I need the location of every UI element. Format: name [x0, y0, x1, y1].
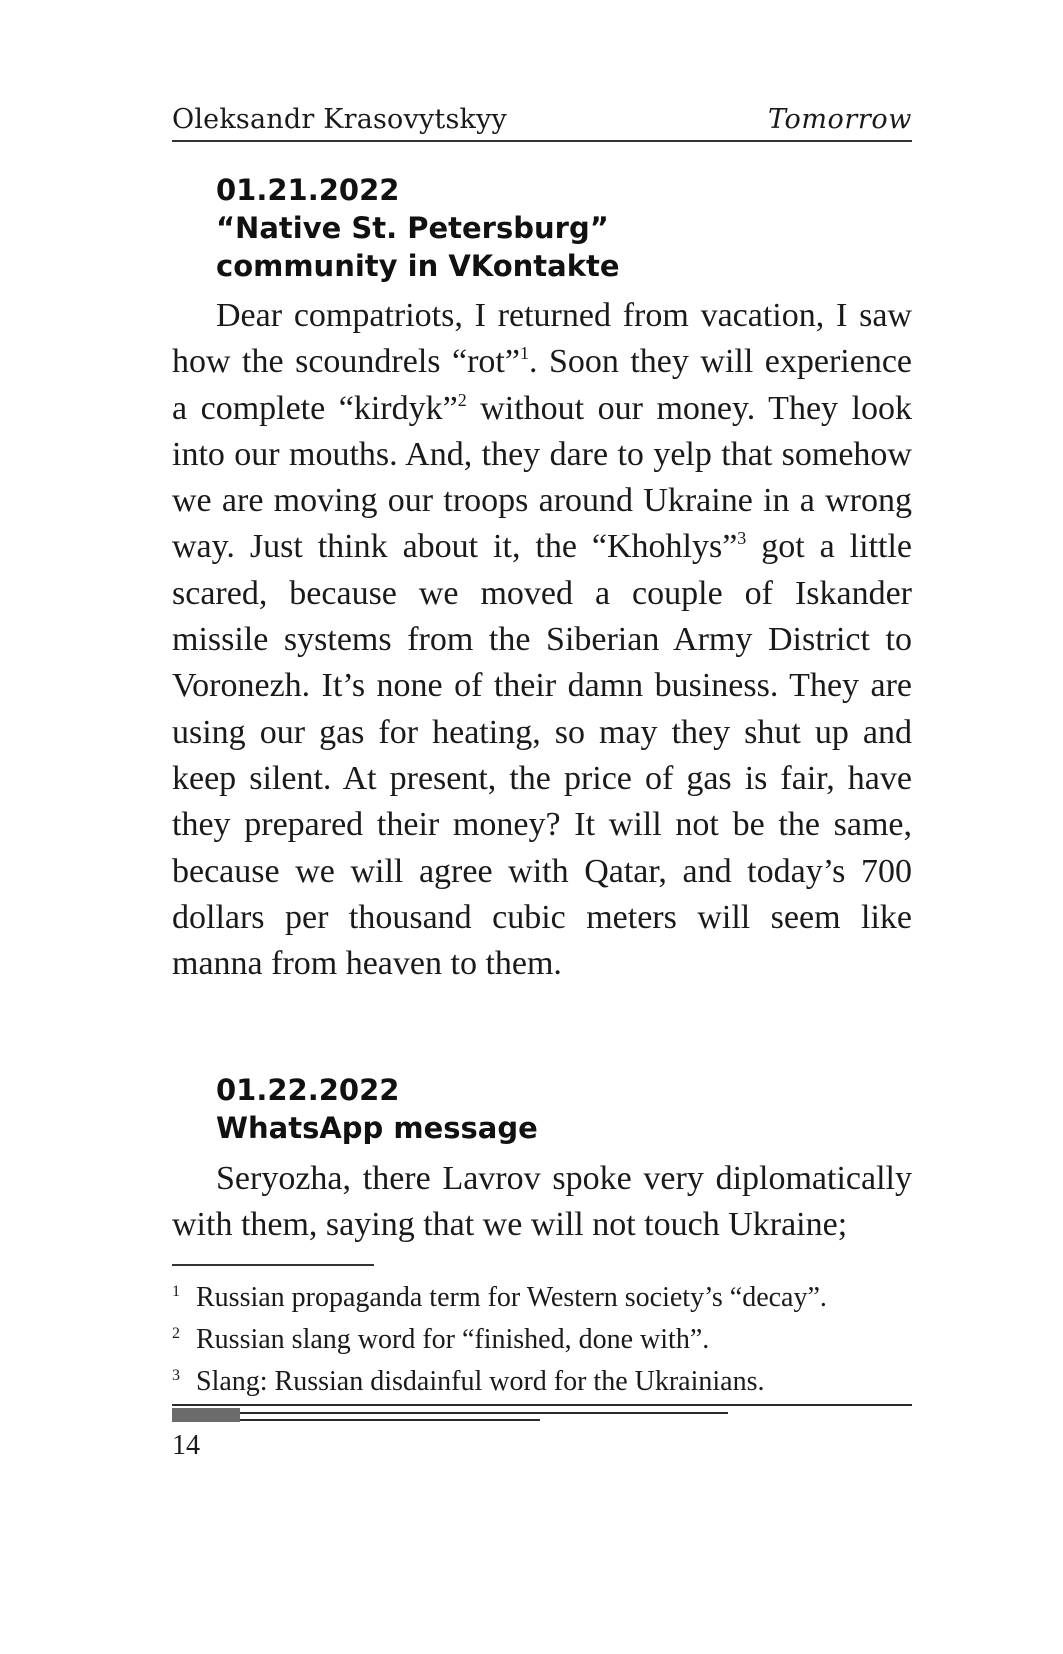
entry-heading	[216, 1071, 538, 1147]
footnote-text: Russian propaganda term for Western society’s “decay”.	[196, 1282, 827, 1313]
footer-rule-top	[172, 1404, 912, 1406]
footnote-item	[172, 1274, 912, 1316]
footer-block	[172, 1408, 240, 1422]
body-text: got a little scared, because we moved a couple of Iskander missile systems from the Siberian Army District to Voronezh. It’s none of their damn business. They are using our gas for heating, so may they shut up and keep silent. At present, the price of gas is fair, have they prepared their money? It will not be the same, because we will agree with Qatar, and today’s 700 dollars per thousand cubic meters will seem like manna from heaven to them.	[172, 528, 912, 983]
footnote-ref-1: 1	[519, 343, 529, 364]
footer-rule-bottom	[240, 1419, 540, 1421]
footnote-ref-2: 2	[457, 389, 467, 410]
footnotes	[172, 1274, 912, 1400]
body-text: . Soon they will experience a complete “kirdyk”	[172, 343, 912, 427]
entry-heading	[216, 171, 620, 285]
entry-source: WhatsApp message	[216, 1111, 538, 1145]
body-text: without our money. They look into our mouths. And, they dare to yelp that somehow we are moving our troops around Ukraine in a wrong way. Just think about it, the “Khohlys”	[172, 389, 912, 566]
body-text: Dear compatriots, I returned from vacation, I saw how the scoundrels “rot”	[172, 297, 912, 381]
running-header	[172, 104, 912, 142]
body-text: Seryozha, there Lavrov spoke very diplomatically with them, saying that we will not touch Ukraine;	[172, 1160, 912, 1244]
entry-date: 01.22.2022	[216, 1073, 400, 1107]
footnote-text: Slang: Russian disdainful word for the Ukrainians.	[196, 1366, 765, 1397]
entry-body	[172, 293, 912, 987]
entry-source-line2: community in VKontakte	[216, 249, 620, 283]
footnote-item	[172, 1316, 912, 1358]
page-number: 14	[172, 1430, 200, 1461]
footnote-ref-3: 3	[737, 528, 747, 549]
footnote-number: 2	[172, 1325, 180, 1342]
header-book-title: Tomorrow	[767, 104, 912, 135]
footer-rule-middle	[240, 1412, 728, 1414]
entry-source: “Native St. Petersburg”	[216, 211, 609, 245]
footnote-text: Russian slang word for “finished, done with”.	[196, 1324, 710, 1355]
entry-date: 01.21.2022	[216, 173, 400, 207]
footnote-number: 1	[172, 1283, 180, 1300]
footnote-item	[172, 1358, 912, 1400]
entry-body	[172, 1156, 912, 1249]
footnote-divider	[172, 1264, 374, 1266]
footnote-number: 3	[172, 1367, 180, 1384]
header-author: Oleksandr Krasovytskyy	[172, 104, 507, 135]
